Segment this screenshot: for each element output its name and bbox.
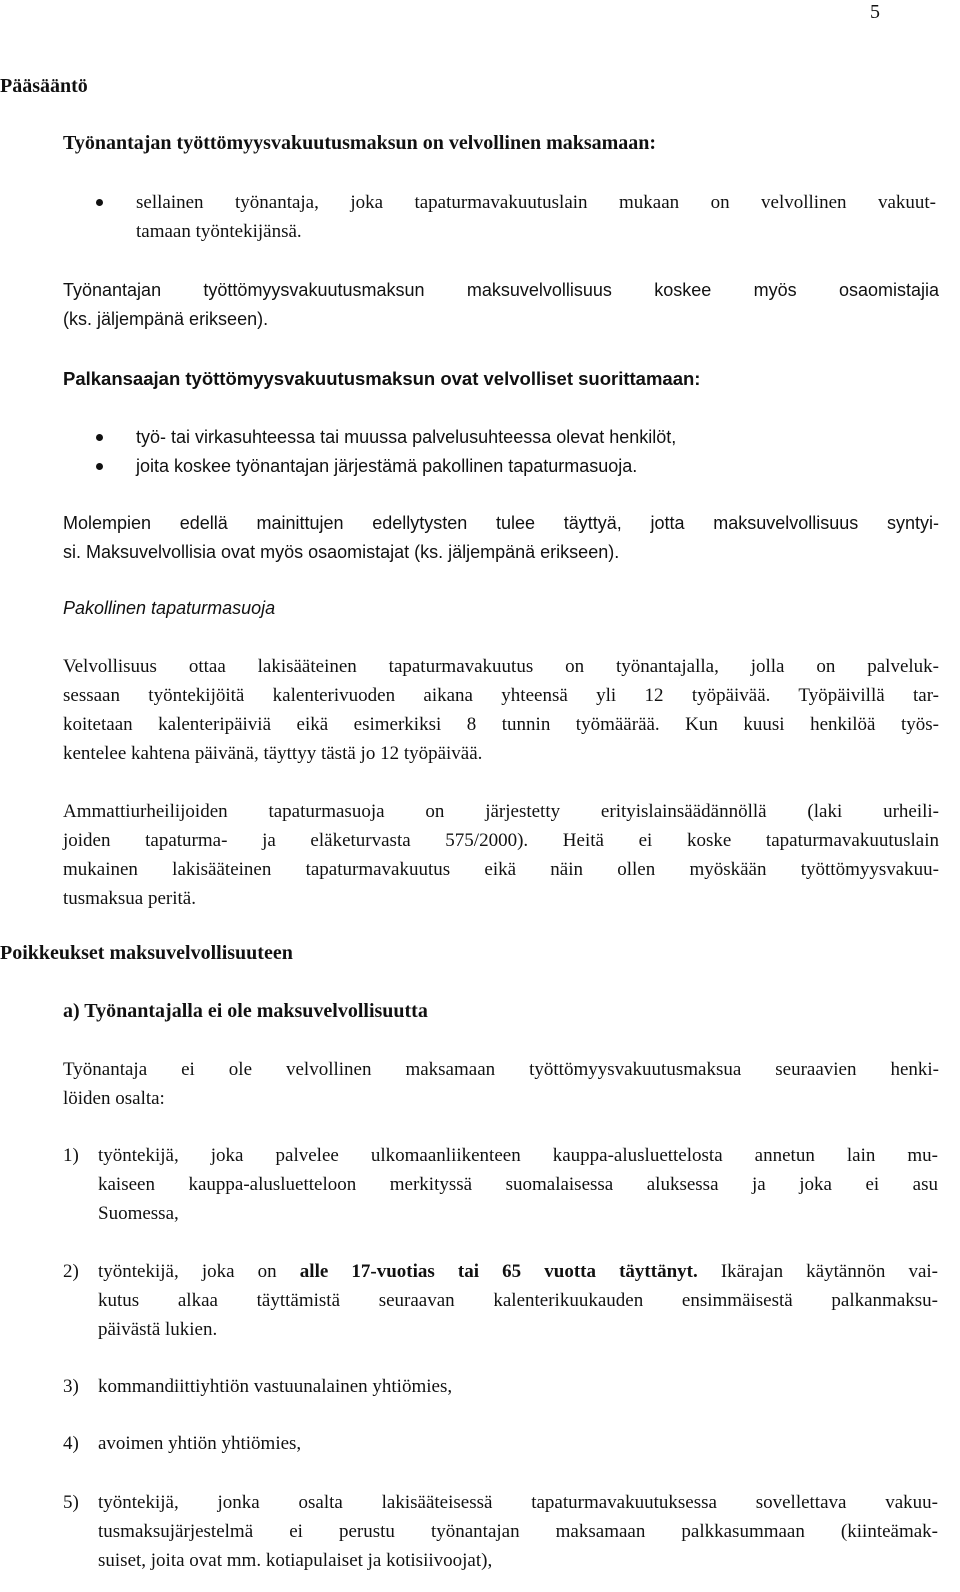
item-number: 4) xyxy=(63,1433,79,1454)
item-number: 2) xyxy=(63,1261,79,1282)
employer-heading: Työnantajan työttömyysvakuutusmaksun on velvollinen maksamaan: xyxy=(63,132,657,154)
main-heading: Pääsääntö xyxy=(0,75,88,97)
compulsory-p2-line3: mukainen lakisääteinen tapaturmavakuutus eikä näin ollen myöskään työttömyysvakuu- xyxy=(63,859,939,880)
item-3-line1: kommandiittiyhtiön vastuunalainen yhtiömies, xyxy=(98,1376,453,1397)
compulsory-p2-line2: joiden tapaturma- ja eläketurvasta 575/2000). Heitä ei koske tapaturmavakuutuslain xyxy=(63,830,939,851)
item-1-line2: kaiseen kauppa-alusluetteloon merkityssä suomalaisessa aluksessa ja joka ei asu xyxy=(98,1174,938,1195)
exceptions-subheading: a) Työnantajalla ei ole maksuvelvollisuutta xyxy=(63,1000,428,1022)
item-2-line1-bold: alle 17-vuotias tai 65 vuotta täyttänyt. xyxy=(299,1261,698,1282)
item-1-line3: Suomessa, xyxy=(98,1203,179,1224)
employee-note-line1: Molempien edellä mainittujen edellytysten tulee täyttyä, jotta maksuvelvollisuus syntyi- xyxy=(63,513,939,533)
item-number: 5) xyxy=(63,1492,79,1513)
item-2-line1-suffix: Ikärajan käytännön vai- xyxy=(697,1261,938,1282)
item-2-line2: kutus alkaa täyttämistä seuraavan kalenterikuukauden ensimmäisestä palkanmaksu- xyxy=(98,1290,938,1311)
compulsory-heading: Pakollinen tapaturmasuoja xyxy=(63,598,276,618)
employer-note-line1: Työnantajan työttömyysvakuutusmaksun maksuvelvollisuus koskee myös osaomistajia xyxy=(63,280,939,300)
compulsory-p2-line1: Ammattiurheilijoiden tapaturmasuoja on järjestetty erityislainsäädännöllä (laki urheili- xyxy=(63,801,939,822)
item-5-line3: suiset, joita ovat mm. kotiapulaiset ja kotisiivoojat), xyxy=(98,1550,493,1571)
item-number: 1) xyxy=(63,1145,79,1166)
item-1-line1: työntekijä, joka palvelee ulkomaanliikenteen kauppa-alusluettelosta annetun lain mu- xyxy=(98,1145,938,1166)
exceptions-intro xyxy=(63,1055,939,1113)
employer-bullet-line1: sellainen työnantaja, joka tapaturmavakuutuslain mukaan on velvollinen vakuut- xyxy=(136,192,936,213)
bullet-icon xyxy=(96,463,103,470)
employee-bullet-2-text: joita koskee työnantajan järjestämä pakollinen tapaturmasuoja. xyxy=(136,456,638,476)
page-number: 5 xyxy=(870,1,880,23)
compulsory-paragraph-2 xyxy=(63,797,939,913)
item-2-line1-prefix: työntekijä, joka on xyxy=(98,1261,300,1282)
employee-note xyxy=(63,509,939,567)
item-5-line1: työntekijä, jonka osalta lakisääteisessä tapaturmavakuutuksessa sovellettava vakuu- xyxy=(98,1492,938,1513)
compulsory-p1-line2: sessaan työntekijöitä kalenterivuoden aikana yhteensä yli 12 työpäivää. Työpäivillä tar- xyxy=(63,685,939,706)
item-number: 3) xyxy=(63,1376,79,1397)
employee-note-line2: si. Maksuvelvollisia ovat myös osaomistajat (ks. jäljempänä erikseen). xyxy=(63,542,620,562)
compulsory-p1-line3: koitetaan kalenteripäiviä eikä esimerkiksi 8 tunnin työmäärää. Kun kuusi henkilöä työs- xyxy=(63,714,939,735)
employee-bullet-1-text: työ- tai virkasuhteessa tai muussa palvelusuhteessa olevat henkilöt, xyxy=(136,427,677,447)
item-2-line3: päivästä lukien. xyxy=(98,1319,218,1340)
item-2-line1 xyxy=(98,1257,938,1286)
exceptions-heading: Poikkeukset maksuvelvollisuuteen xyxy=(0,942,293,964)
compulsory-p1-line1: Velvollisuus ottaa lakisääteinen tapaturmavakuutus on työnantajalla, jolla on palveluk- xyxy=(63,656,939,677)
compulsory-p1-line4: kentelee kahtena päivänä, täyttyy tästä jo 12 työpäivää. xyxy=(63,743,483,764)
exceptions-intro-line2: löiden osalta: xyxy=(63,1088,165,1109)
item-4-line1: avoimen yhtiön yhtiömies, xyxy=(98,1433,302,1454)
compulsory-p2-line4: tusmaksua peritä. xyxy=(63,888,196,909)
bullet-icon xyxy=(96,199,103,206)
employer-note-line2: (ks. jäljempänä erikseen). xyxy=(63,309,269,329)
compulsory-paragraph-1 xyxy=(63,652,939,768)
item-5-line2: tusmaksujärjestelmä ei perustu työnantajan maksamaan palkkasummaan (kiinteämak- xyxy=(98,1521,938,1542)
exceptions-intro-line1: Työnantaja ei ole velvollinen maksamaan työttömyysvakuutusmaksua seuraavien henki- xyxy=(63,1059,939,1080)
employee-heading: Palkansaajan työttömyysvakuutusmaksun ovat velvolliset suorittamaan: xyxy=(63,368,701,389)
employer-bullet-line2: tamaan työntekijänsä. xyxy=(136,221,302,242)
bullet-icon xyxy=(96,434,103,441)
employer-note xyxy=(63,276,939,334)
